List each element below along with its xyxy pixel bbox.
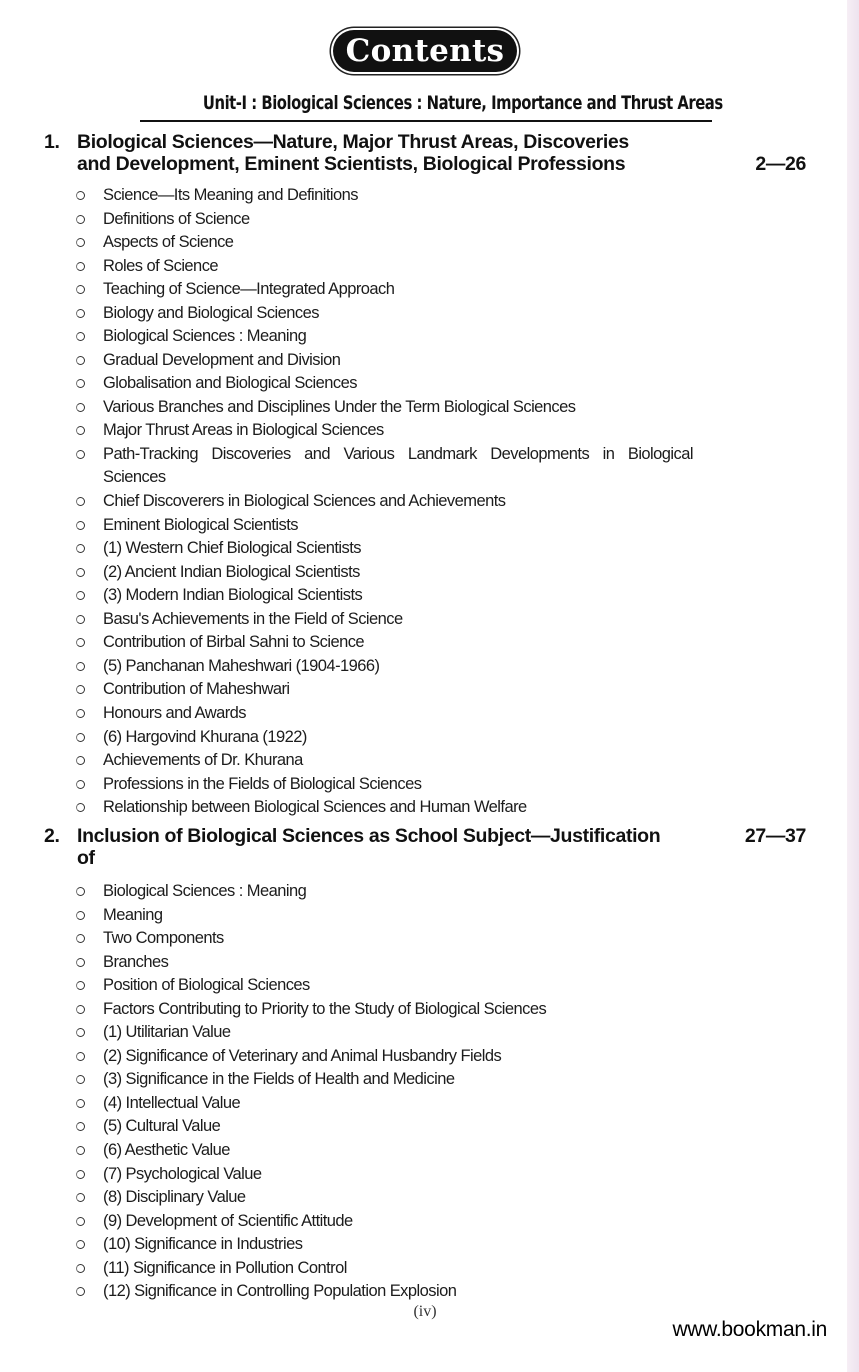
hollow-circle-bullet-icon <box>76 911 85 920</box>
toc-entry[interactable] <box>76 490 816 514</box>
page-edge <box>847 0 859 1372</box>
toc-entry[interactable] <box>76 927 816 951</box>
hollow-circle-bullet-icon <box>76 638 85 647</box>
toc-entry-label: Teaching of Science—Integrated Approach <box>103 280 395 299</box>
toc-entry-label: Globalisation and Biological Sciences <box>103 374 357 393</box>
hollow-circle-bullet-icon <box>76 1122 85 1131</box>
hollow-circle-bullet-icon <box>76 981 85 990</box>
chapter-title-line-2: of <box>77 847 95 869</box>
hollow-circle-bullet-icon <box>76 1193 85 1202</box>
toc-entry-label: (1) Utilitarian Value <box>103 1023 231 1042</box>
toc-entry[interactable] <box>76 631 816 655</box>
chapter-number: 1. <box>44 131 60 153</box>
toc-entry[interactable] <box>76 1092 816 1116</box>
hollow-circle-bullet-icon <box>76 191 85 200</box>
toc-entry-label: Contribution of Maheshwari <box>103 680 290 699</box>
toc-entry-label: Biological Sciences : Meaning <box>103 327 307 346</box>
chapter-title-line-2: and Development, Eminent Scientists, Biological Professions <box>77 153 626 175</box>
chapter-title-line-1: Biological Sciences—Nature, Major Thrust Areas, Discoveries <box>77 131 629 153</box>
hollow-circle-bullet-icon <box>76 238 85 247</box>
hollow-circle-bullet-icon <box>76 1146 85 1155</box>
toc-entry-label: Achievements of Dr. Khurana <box>103 751 303 770</box>
hollow-circle-bullet-icon <box>76 756 85 765</box>
chapter-page-range: 2—26 <box>755 153 806 175</box>
toc-entry[interactable] <box>76 208 816 232</box>
toc-entry-label: Gradual Development and Division <box>103 350 341 369</box>
toc-entry[interactable] <box>76 584 816 608</box>
hollow-circle-bullet-icon <box>76 1240 85 1249</box>
toc-entry[interactable] <box>76 1021 816 1045</box>
toc-entry[interactable] <box>76 396 816 420</box>
hollow-circle-bullet-icon <box>76 803 85 812</box>
toc-entry-label: (6) Hargovind Khurana (1922) <box>103 727 307 746</box>
hollow-circle-bullet-icon <box>76 1217 85 1226</box>
toc-entry[interactable] <box>76 325 816 349</box>
toc-entry[interactable] <box>76 796 816 820</box>
hollow-circle-bullet-icon <box>76 1028 85 1037</box>
toc-entry-label: Eminent Biological Scientists <box>103 515 298 534</box>
toc-entry-label: Various Branches and Disciplines Under the Term Biological Sciences <box>103 397 576 416</box>
toc-entry[interactable] <box>76 880 816 904</box>
toc-entry-label: Meaning <box>103 905 163 924</box>
toc-entry-label: (5) Panchanan Maheshwari (1904-1966) <box>103 656 380 675</box>
toc-entry[interactable] <box>76 1115 816 1139</box>
toc-entry[interactable] <box>76 1163 816 1187</box>
toc-entry[interactable] <box>76 1280 816 1304</box>
hollow-circle-bullet-icon <box>76 1075 85 1084</box>
toc-entry-label: (10) Significance in Industries <box>103 1235 303 1254</box>
hollow-circle-bullet-icon <box>76 1264 85 1273</box>
toc-entry[interactable] <box>76 419 816 443</box>
toc-entry[interactable] <box>76 537 816 561</box>
toc-entry-label: Relationship between Biological Sciences and Human Welfare <box>103 798 527 817</box>
toc-entry[interactable] <box>76 1257 816 1281</box>
toc-entry-label: (6) Aesthetic Value <box>103 1141 230 1160</box>
hollow-circle-bullet-icon <box>76 733 85 742</box>
toc-entry-label: (5) Cultural Value <box>103 1117 221 1136</box>
hollow-circle-bullet-icon <box>76 285 85 294</box>
hollow-circle-bullet-icon <box>76 1052 85 1061</box>
toc-entry-label: Professions in the Fields of Biological Sciences <box>103 774 422 793</box>
toc-entry-label: Position of Biological Sciences <box>103 976 310 995</box>
unit-heading-underline <box>140 120 712 122</box>
toc-entry[interactable] <box>76 773 816 797</box>
chapter-number: 2. <box>44 825 60 847</box>
hollow-circle-bullet-icon <box>76 568 85 577</box>
toc-entry-label: Factors Contributing to Priority to the Study of Biological Sciences <box>103 999 547 1018</box>
hollow-circle-bullet-icon <box>76 685 85 694</box>
toc-entry-label: (4) Intellectual Value <box>103 1093 241 1112</box>
hollow-circle-bullet-icon <box>76 262 85 271</box>
toc-entry-label: (1) Western Chief Biological Scientists <box>103 539 361 558</box>
hollow-circle-bullet-icon <box>76 1099 85 1108</box>
hollow-circle-bullet-icon <box>76 1170 85 1179</box>
toc-entry-label: Biological Sciences : Meaning <box>103 882 307 900</box>
toc-entry[interactable] <box>76 255 816 279</box>
toc-entry[interactable] <box>76 302 816 326</box>
toc-entry[interactable] <box>76 998 816 1022</box>
hollow-circle-bullet-icon <box>76 887 85 896</box>
toc-entry-label: (2) Significance of Veterinary and Animal Husbandry Fields <box>103 1046 502 1065</box>
toc-entry[interactable] <box>76 443 816 490</box>
toc-entry[interactable] <box>76 974 816 998</box>
toc-entry[interactable] <box>76 1186 816 1210</box>
hollow-circle-bullet-icon <box>76 544 85 553</box>
hollow-circle-bullet-icon <box>76 780 85 789</box>
chapter-title-line-1: Inclusion of Biological Sciences as School Subject—Justification <box>77 825 661 847</box>
toc-entry-label: Two Components <box>103 929 224 948</box>
toc-entry-label: (3) Significance in the Fields of Health and Medicine <box>103 1070 455 1089</box>
toc-entry-label: Branches <box>103 952 169 971</box>
hollow-circle-bullet-icon <box>76 497 85 506</box>
contents-title-badge <box>327 28 523 74</box>
toc-entry[interactable] <box>76 1068 816 1092</box>
chapter-2-topic-list <box>76 880 816 1304</box>
toc-entry-label: (12) Significance in Controlling Population Explosion <box>103 1282 457 1301</box>
hollow-circle-bullet-icon <box>76 521 85 530</box>
unit-heading: Unit-I : Biological Sciences : Nature, Importance and Thrust Areas <box>202 92 723 114</box>
toc-entry[interactable] <box>76 678 816 702</box>
hollow-circle-bullet-icon <box>76 662 85 671</box>
hollow-circle-bullet-icon <box>76 403 85 412</box>
hollow-circle-bullet-icon <box>76 356 85 365</box>
toc-entry[interactable] <box>76 726 816 750</box>
toc-entry[interactable] <box>76 1045 816 1069</box>
toc-entry-label: (7) Psychological Value <box>103 1164 262 1183</box>
toc-entry-label: Basu's Achievements in the Field of Science <box>103 609 403 628</box>
toc-entry[interactable] <box>76 655 816 679</box>
hollow-circle-bullet-icon <box>76 591 85 600</box>
toc-entry[interactable] <box>76 514 816 538</box>
toc-entry[interactable] <box>76 184 816 208</box>
hollow-circle-bullet-icon <box>76 450 85 459</box>
toc-entry[interactable] <box>76 349 816 373</box>
hollow-circle-bullet-icon <box>76 615 85 624</box>
hollow-circle-bullet-icon <box>76 958 85 967</box>
hollow-circle-bullet-icon <box>76 332 85 341</box>
toc-entry[interactable] <box>76 231 816 255</box>
toc-entry[interactable] <box>76 372 816 396</box>
chapter-1-topic-list <box>76 184 816 820</box>
toc-entry[interactable] <box>76 1233 816 1257</box>
hollow-circle-bullet-icon <box>76 934 85 943</box>
website-url[interactable]: www.bookman.in <box>672 1318 827 1341</box>
toc-entry[interactable] <box>76 749 816 773</box>
toc-entry-label: Roles of Science <box>103 256 219 275</box>
hollow-circle-bullet-icon <box>76 1005 85 1014</box>
hollow-circle-bullet-icon <box>76 215 85 224</box>
page-folio-number: (iv) <box>413 1303 437 1320</box>
toc-entry-label: Honours and Awards <box>103 704 246 723</box>
toc-entry[interactable] <box>76 278 816 302</box>
toc-entry[interactable] <box>76 702 816 726</box>
toc-entry-label: (11) Significance in Pollution Control <box>103 1258 347 1277</box>
toc-entry-label: (2) Ancient Indian Biological Scientists <box>103 562 360 581</box>
toc-entry-label: Contribution of Birbal Sahni to Science <box>103 633 365 652</box>
toc-entry[interactable] <box>76 1210 816 1234</box>
toc-entry-label: Definitions of Science <box>103 209 250 228</box>
toc-entry[interactable] <box>76 951 816 975</box>
toc-entry-label: Science—Its Meaning and Definitions <box>103 186 358 204</box>
toc-entry-label: Aspects of Science <box>103 233 234 252</box>
toc-entry-label: Major Thrust Areas in Biological Sciences <box>103 421 384 440</box>
toc-entry-label: (3) Modern Indian Biological Scientists <box>103 586 363 605</box>
toc-entry-label: (8) Disciplinary Value <box>103 1188 246 1207</box>
toc-entry[interactable] <box>76 608 816 632</box>
page-title: Contents <box>345 33 505 69</box>
toc-entry-label: Path-Tracking Discoveries and Various Landmark Developments in Biological Sciences <box>103 445 693 487</box>
hollow-circle-bullet-icon <box>76 309 85 318</box>
toc-entry[interactable] <box>76 561 816 585</box>
chapter-page-range: 27—37 <box>744 825 806 847</box>
toc-entry-label: Biology and Biological Sciences <box>103 303 319 322</box>
toc-entry-label: Chief Discoverers in Biological Sciences and Achievements <box>103 492 506 511</box>
toc-entry[interactable] <box>76 1139 816 1163</box>
hollow-circle-bullet-icon <box>76 379 85 388</box>
toc-entry[interactable] <box>76 904 816 928</box>
hollow-circle-bullet-icon <box>76 426 85 435</box>
hollow-circle-bullet-icon <box>76 709 85 718</box>
hollow-circle-bullet-icon <box>76 1287 85 1296</box>
toc-entry-label: (9) Development of Scientific Attitude <box>103 1211 353 1230</box>
